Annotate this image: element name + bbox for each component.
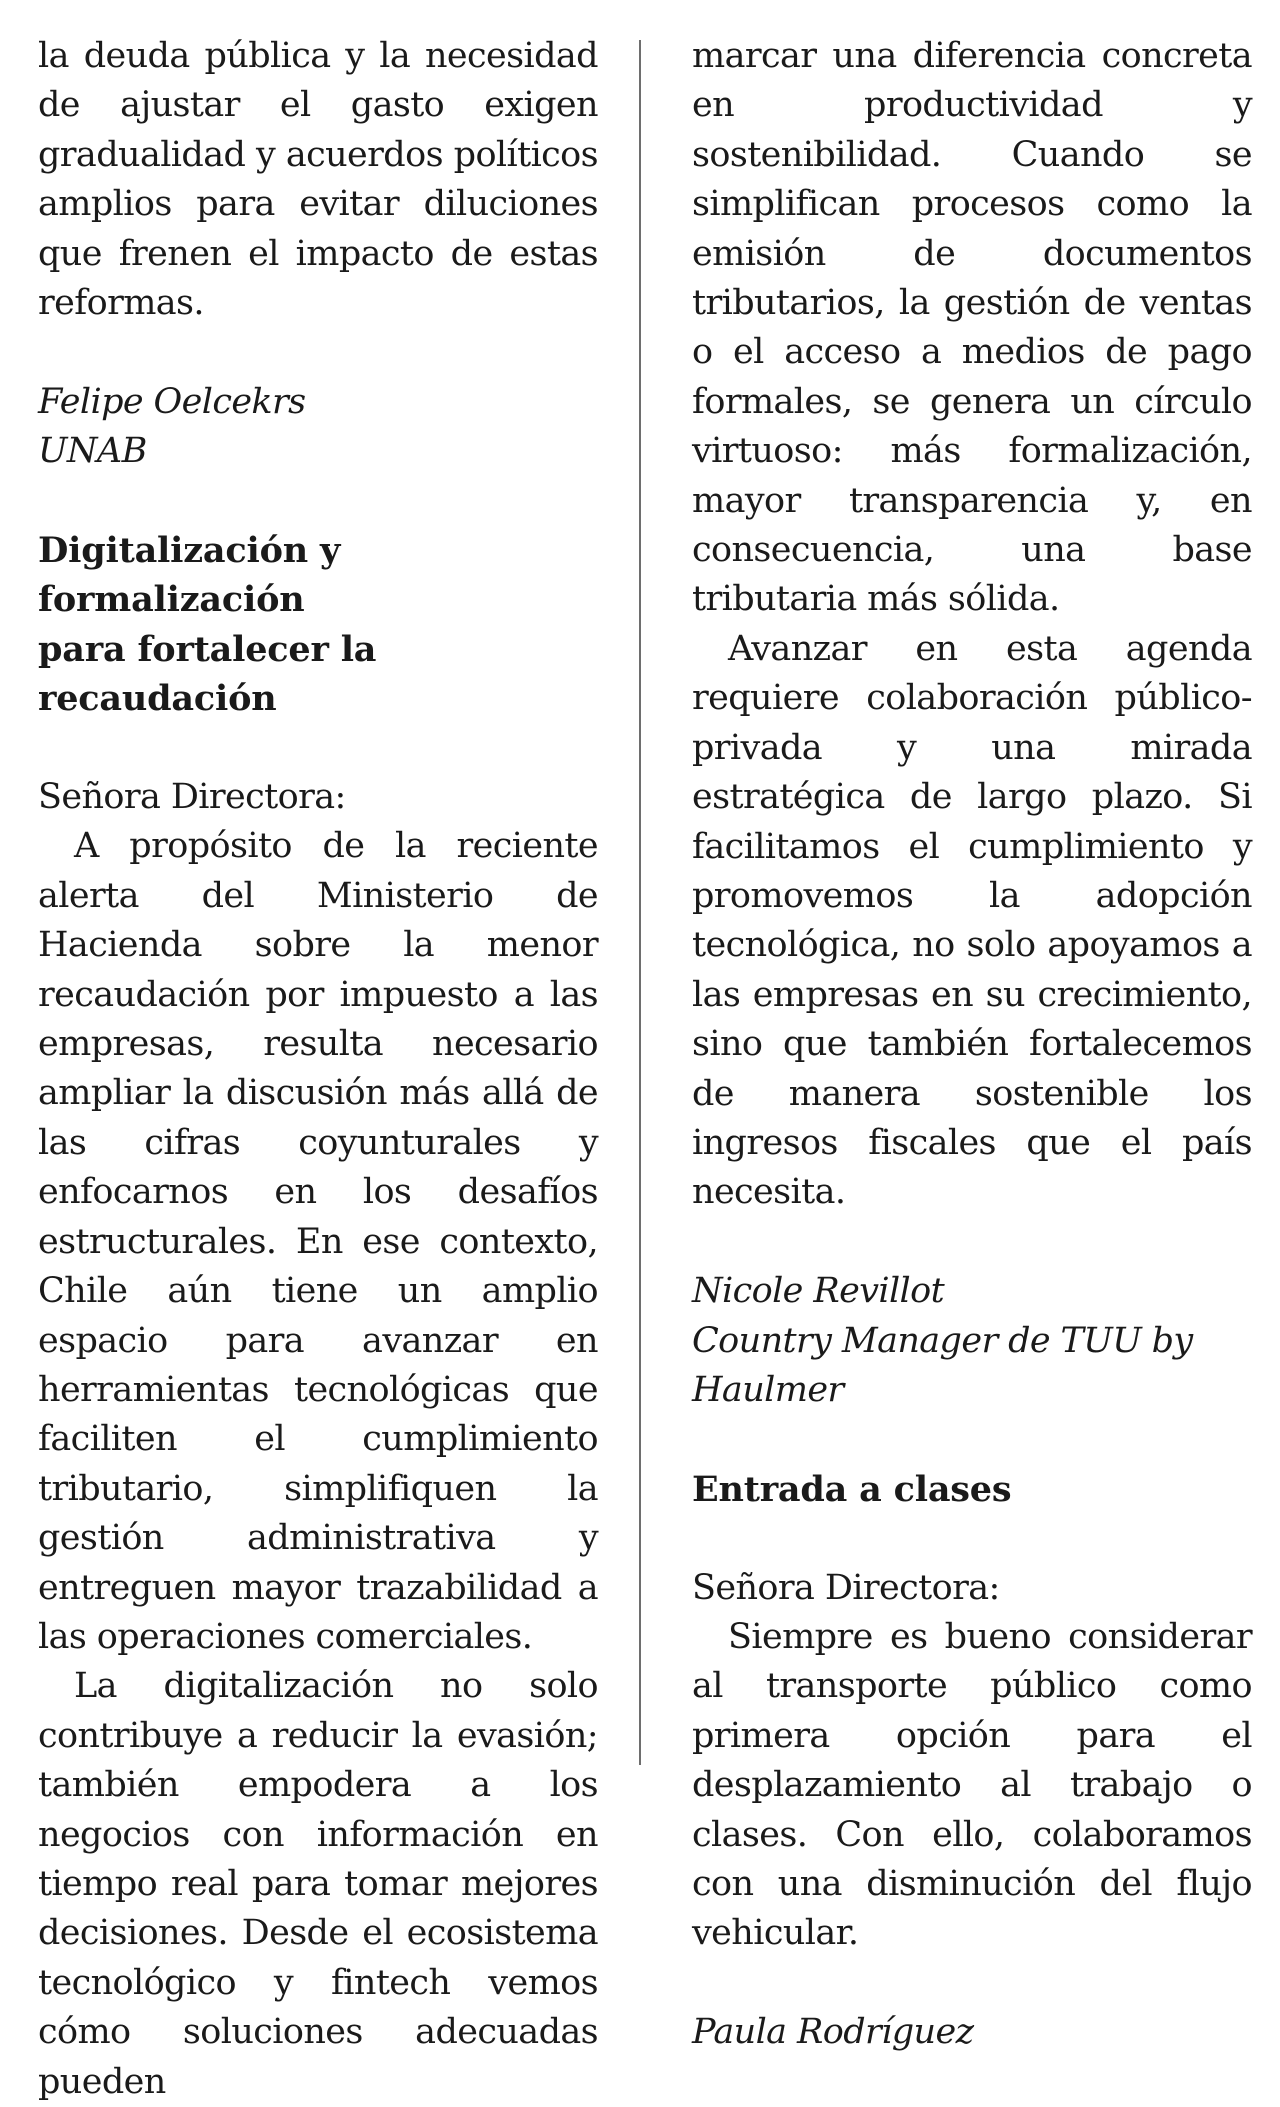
letter-paragraph: Siempre es bueno considerar al transporte público como primera opción para el desplazamiento al trabajo o clases. Con ello, colaboramos con una disminución del flujo vehicular. <box>692 1616 1252 1954</box>
signature-affiliation: Country Manager de TUU by Haulmer <box>692 1320 1193 1410</box>
letter-headline-line-1: Digitalización y formalización <box>38 530 341 621</box>
signature-name: Nicole Revillot <box>692 1271 945 1312</box>
signature-name: Felipe Oelcekrs <box>38 381 306 422</box>
letter-paragraph-continuation: marcar una diferencia concreta en productividad y sostenibilidad. Cuando se simplifican procesos como la emisión de documentos tributarios, la gestión de ventas o el acceso a medios de pago formales, se genera un círculo virtuoso: más formalización, mayor transparencia y, en consecuencia, una base tributaria más sólida. <box>692 36 1252 620</box>
letter-paragraph: Avanzar en esta agenda requiere colaboración público-privada y una mirada estratégica de largo plazo. Si facilitamos el cumplimiento y promovemos la adopción tecnológica, no solo apoyamos a las empresas en su crecimiento, sino que también fortalecemos de manera sostenible los ingresos fiscales que el país necesita. <box>692 628 1252 1213</box>
letter-headline-line-2: para fortalecer la recaudación <box>38 628 377 720</box>
letter-paragraph: A propósito de la reciente alerta del Ministerio de Hacienda sobre la menor recaudación por impuesto a las empresas, resulta necesario ampliar la discusión más allá de las cifras coyunturales y enfocarnos en los desafíos estructurales. En ese contexto, Chile aún tiene un amplio espacio para avanzar en herramientas tecnológicas que faciliten el cumplimiento tributario, simplifiquen la gestión administrativa y entreguen mayor trazabilidad a las operaciones comerciales. <box>38 826 598 1657</box>
left-column <box>38 32 598 2107</box>
letter-headline: Entrada a clases <box>692 1468 1012 1510</box>
spacer <box>38 328 598 377</box>
spacer <box>692 1514 1252 1563</box>
signature-affiliation: UNAB <box>38 431 147 472</box>
previous-letter-continuation: la deuda pública y la necesidad de ajustar el gasto exigen gradualidad y acuerdos políticos amplios para evitar diluciones que frenen el impacto de estas reformas. <box>38 36 598 324</box>
signature-name: Paula Rodríguez <box>692 2012 974 2053</box>
spacer <box>692 1959 1252 2008</box>
spacer <box>692 1218 1252 1267</box>
salutation: Señora Directora: <box>38 777 346 818</box>
right-column <box>692 32 1252 2058</box>
spacer <box>38 724 598 773</box>
spacer <box>692 1415 1252 1464</box>
spacer <box>38 477 598 526</box>
column-divider <box>639 40 641 1765</box>
letter-paragraph: La digitalización no solo contribuye a reducir la evasión; también empodera a los negocios con información en tiempo real para tomar mejores decisiones. Desde el ecosistema tecnológico y fintech vemos cómo soluciones adecuadas pueden <box>38 1666 598 2102</box>
salutation: Señora Directora: <box>692 1567 1000 1608</box>
